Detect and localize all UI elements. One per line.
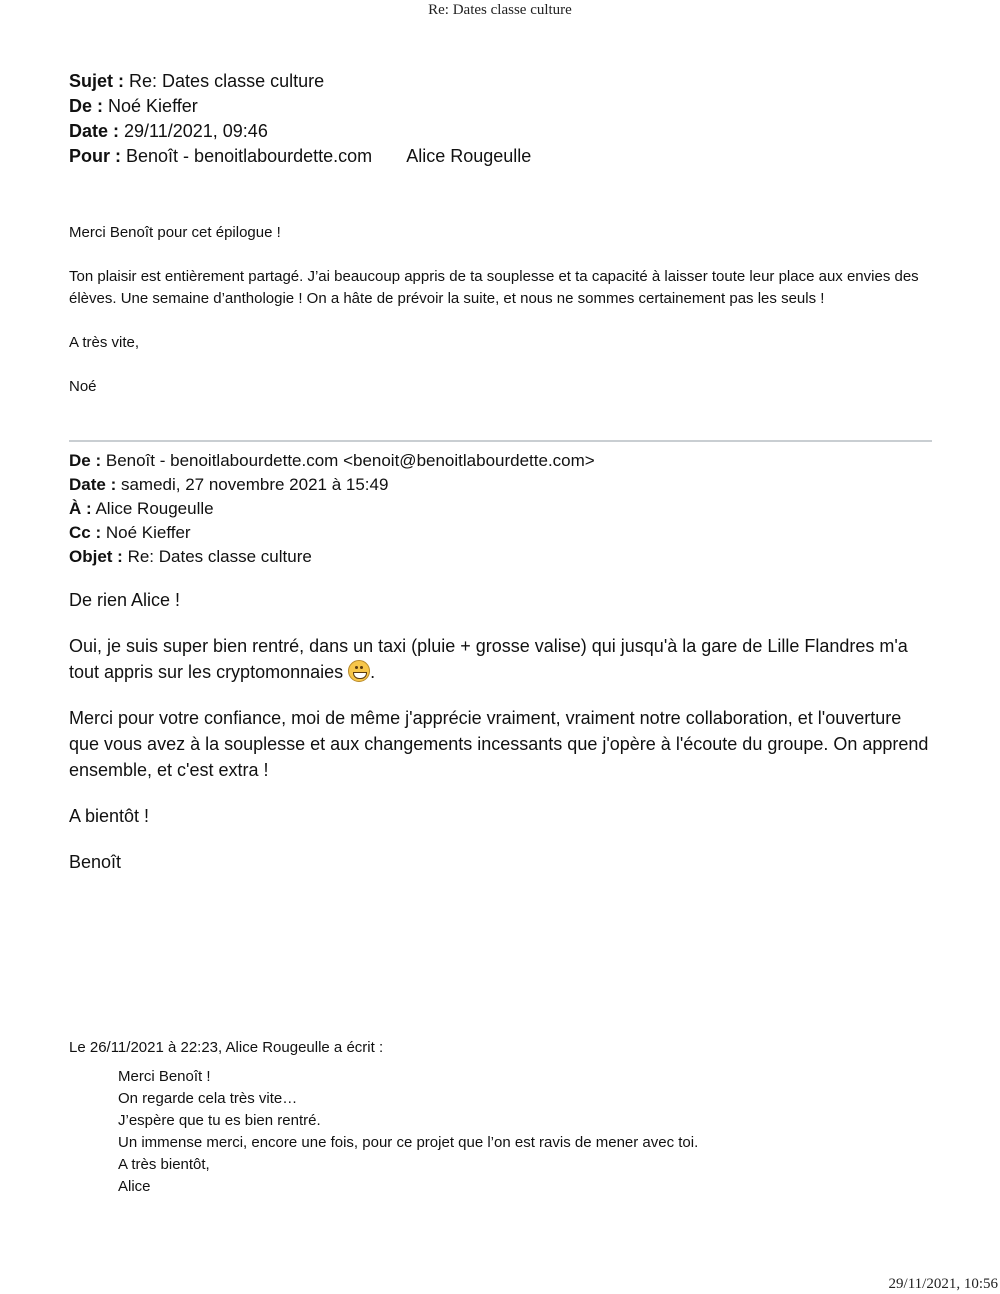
quote-divider [69, 440, 932, 442]
print-header-title: Re: Dates classe culture [428, 2, 572, 18]
quoted-paragraph: De rien Alice ! [69, 590, 181, 610]
subject-label: Sujet : [69, 71, 125, 91]
quoted-message-body [69, 587, 929, 895]
quoted-paragraph [69, 633, 929, 685]
quoted-date-value: samedi, 27 novembre 2021 à 15:49 [120, 475, 389, 494]
earlier-quoted-message [118, 1066, 698, 1198]
quoted-signature: Benoît [69, 852, 122, 872]
quoted-from-label: De : [69, 451, 102, 470]
date-value: 29/11/2021, 09:46 [124, 121, 268, 141]
body-paragraph: Merci Benoît pour cet épilogue ! [69, 224, 281, 241]
from-label: De : [69, 96, 104, 116]
quoted-message-headers [69, 449, 595, 569]
earlier-line: Un immense merci, encore une fois, pour ce projet que l’on est ravis de mener avec toi. [118, 1134, 699, 1151]
quoted-paragraph: Merci pour votre confiance, moi de même j'apprécie vraiment, vraiment notre collaboration, et l'ouverture que vous avez à la souplesse et aux changements incessants que j'opère à l'écoute du groupe. On apprend ensemble, et c'est extra ! [69, 708, 929, 780]
quoted-object-label: Objet : [69, 547, 123, 566]
grinning-face-icon [348, 660, 370, 682]
quoted-from-value[interactable]: Benoît - benoitlabourdette.com <benoit@benoitlabourdette.com> [105, 451, 595, 470]
recipient-1[interactable]: Benoît - benoitlabourdette.com [126, 146, 373, 166]
message-body [69, 222, 939, 420]
earlier-line: Merci Benoît ! [118, 1068, 211, 1085]
quoted-paragraph-text: Oui, je suis super bien rentré, dans un taxi (pluie + grosse valise) qui jusqu'à la gare de Lille Flandres m'a tout appris sur les cryptomonnaies [69, 636, 908, 682]
quoted-cc-value[interactable]: Noé Kieffer [105, 523, 191, 542]
recipient-2[interactable]: Alice Rougeulle [406, 146, 532, 166]
from-value: Noé Kieffer [108, 96, 198, 116]
quoted-paragraph-end: . [370, 662, 376, 682]
body-paragraph: A très vite, [69, 334, 140, 351]
quoted-paragraph: A bientôt ! [69, 806, 150, 826]
quoted-object-value: Re: Dates classe culture [127, 547, 312, 566]
to-label: Pour : [69, 146, 121, 166]
quoted-to-label: À : [69, 499, 92, 518]
date-row [69, 119, 531, 144]
body-signature: Noé [69, 378, 97, 395]
earlier-attribution: Le 26/11/2021 à 22:23, Alice Rougeulle a écrit : [69, 1039, 384, 1056]
earlier-line: A très bientôt, [118, 1156, 210, 1173]
earlier-line: Alice [118, 1178, 151, 1195]
subject-value: Re: Dates classe culture [129, 71, 325, 91]
quoted-to-value[interactable]: Alice Rougeulle [95, 499, 214, 518]
quoted-cc-label: Cc : [69, 523, 102, 542]
quoted-date-label: Date : [69, 475, 117, 494]
print-footer-timestamp: 29/11/2021, 10:56 [888, 1276, 998, 1292]
date-label: Date : [69, 121, 120, 141]
subject-row [69, 69, 531, 94]
earlier-line: On regarde cela très vite… [118, 1090, 298, 1107]
body-paragraph: Ton plaisir est entièrement partagé. J’ai beaucoup appris de ta souplesse et ta capacité à laisser toute leur place aux envies des élèves. Une semaine d’anthologie ! On a hâte de prévoir la suite, et nous ne sommes certainement pas les seuls ! [69, 268, 919, 307]
to-row [69, 144, 531, 169]
message-headers [69, 69, 531, 169]
from-row [69, 94, 531, 119]
earlier-line: J’espère que tu es bien rentré. [118, 1112, 321, 1129]
